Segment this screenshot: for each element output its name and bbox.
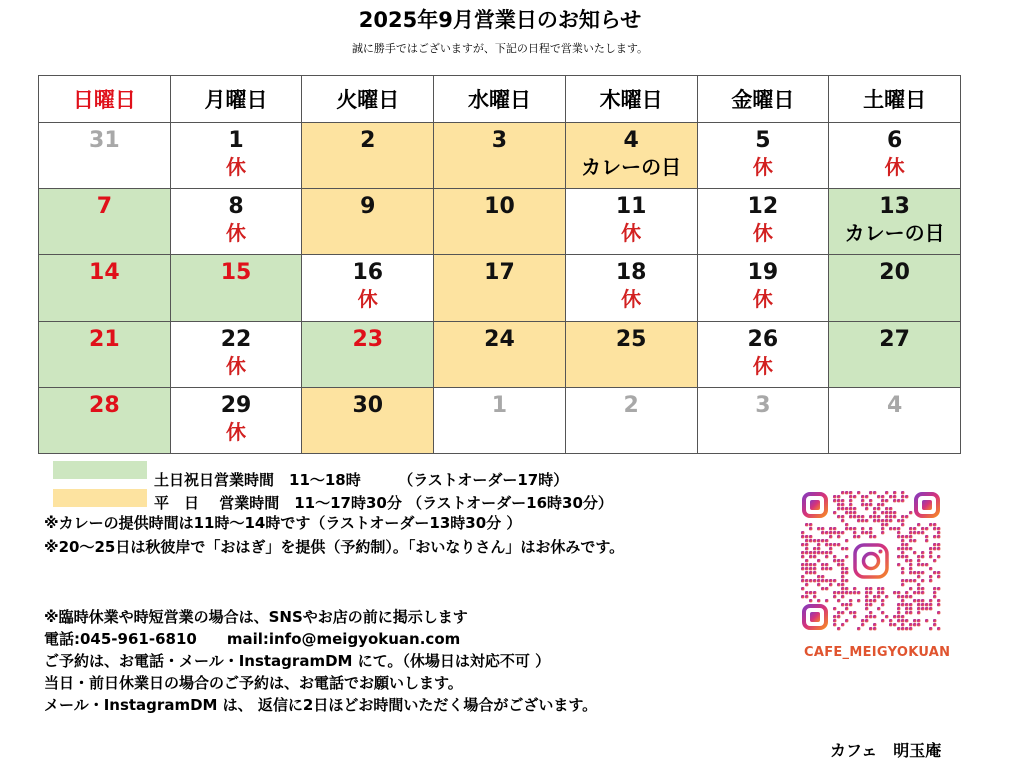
day-number: 6 — [886, 128, 903, 153]
calendar-day-cell — [302, 189, 434, 255]
day-number: 7 — [96, 194, 112, 220]
calendar-day-cell — [302, 123, 434, 189]
calendar-day-cell — [434, 255, 566, 321]
day-number: 20 — [879, 260, 910, 286]
calendar-day-cell — [829, 189, 961, 255]
day-number: 30 — [352, 392, 384, 418]
temporary-closure-note: ※臨時休業や時短営業の場合は、SNSやお店の前に掲示します — [44, 608, 468, 626]
calendar-day-cell — [170, 189, 302, 255]
curry-day-label: カレーの日 — [581, 155, 682, 179]
page-subtitle: 誠に勝手ではございますが、下記の日程で営業いたします。 — [351, 42, 649, 55]
info-block — [44, 606, 597, 716]
shop-name: カフェ 明玉庵 — [830, 741, 942, 760]
day-number: 11 — [615, 194, 647, 220]
calendar-week-row — [39, 387, 961, 453]
day-number: 18 — [615, 260, 647, 286]
calendar-day-cell — [829, 321, 961, 387]
day-number: 27 — [879, 326, 910, 352]
day-number: 2 — [623, 392, 639, 418]
day-number: 23 — [352, 326, 384, 352]
calendar-day-cell — [565, 123, 697, 189]
calendar-day-cell — [170, 321, 302, 387]
weekday-header: 木曜日 — [565, 76, 697, 123]
weekday-header: 金曜日 — [697, 76, 829, 123]
calendar-day-cell — [39, 123, 171, 189]
instagram-handle: CAFE_MEIGYOKUAN — [804, 645, 951, 660]
calendar-day-cell — [829, 255, 961, 321]
calendar-week-row — [39, 321, 961, 387]
calendar-week-row — [39, 189, 961, 255]
instagram-qr-code[interactable] — [800, 490, 942, 632]
day-number: 4 — [623, 128, 639, 153]
reservation-note: ご予約は、お電話・メール・InstagramDM にて。（休場日は対応不可 ） — [44, 652, 551, 670]
day-number: 16 — [352, 260, 384, 286]
weekday-header: 月曜日 — [170, 76, 302, 123]
calendar-day-cell — [697, 189, 829, 255]
calendar-day-cell — [697, 321, 829, 387]
weekday-header: 土曜日 — [829, 76, 961, 123]
calendar-day-cell — [170, 255, 302, 321]
day-number: 21 — [89, 326, 120, 352]
day-number: 13 — [879, 194, 910, 220]
day-number: 3 — [755, 392, 771, 418]
weekday-header: 水曜日 — [434, 76, 566, 123]
instagram-icon — [852, 542, 890, 580]
calendar-day-cell — [39, 189, 171, 255]
calendar-day-cell — [434, 189, 566, 255]
sameday-reservation-note: 当日・前日休業日の場合のご予約は、お電話でお願いします。 — [44, 674, 463, 692]
calendar-day-cell — [565, 255, 697, 321]
legend-swatch-weekend — [53, 461, 147, 479]
calendar-day-cell — [434, 321, 566, 387]
day-number: 1 — [228, 128, 244, 153]
calendar-day-cell — [170, 387, 302, 453]
closed-mark: 休 — [357, 287, 378, 312]
closed-mark: 休 — [621, 287, 642, 312]
calendar-week-row — [39, 255, 961, 321]
calendar-day-cell — [302, 387, 434, 453]
calendar-day-cell — [39, 321, 171, 387]
calendar-day-cell — [829, 387, 961, 453]
closed-mark: 休 — [884, 155, 905, 179]
calendar-day-cell — [565, 321, 697, 387]
page-title: 2025年9月営業日のお知らせ — [358, 8, 642, 32]
closed-mark: 休 — [226, 353, 247, 378]
closed-mark: 休 — [752, 353, 773, 378]
closed-mark: 休 — [752, 287, 773, 312]
calendar-day-cell — [697, 387, 829, 453]
day-number: 2 — [360, 128, 376, 153]
calendar-week-row — [39, 123, 961, 189]
calendar-day-cell — [565, 387, 697, 453]
curry-day-label: カレーの日 — [844, 221, 945, 246]
day-number: 31 — [89, 128, 120, 153]
day-number: 1 — [491, 392, 508, 418]
weekday-header-row — [39, 76, 961, 123]
day-number: 9 — [360, 194, 376, 220]
closed-mark: 休 — [621, 221, 642, 246]
contact-line: 電話:045-961-6810 mail:info@meigyokuan.com — [44, 630, 461, 648]
closed-mark: 休 — [226, 155, 247, 179]
calendar-day-cell — [39, 255, 171, 321]
day-number: 4 — [886, 392, 903, 418]
calendar-day-cell — [565, 189, 697, 255]
reply-note: メール・InstagramDM は、 返信に2日ほどお時間いただく場合がございます。 — [44, 696, 598, 714]
day-number: 22 — [220, 326, 252, 352]
legend-weekend-hours: 土日祝日営業時間 11～18時 （ラストオーダー17時） — [154, 471, 569, 489]
calendar-day-cell — [302, 255, 434, 321]
calendar-day-cell — [39, 387, 171, 453]
day-number: 26 — [747, 326, 779, 352]
qr-code-image — [800, 490, 942, 632]
calendar-day-cell — [697, 255, 829, 321]
day-number: 19 — [747, 260, 779, 286]
weekday-header: 火曜日 — [302, 76, 434, 123]
calendar-day-cell — [697, 123, 829, 189]
day-number: 28 — [89, 392, 120, 418]
ohagi-note: ※20～25日は秋彼岸で「おはぎ」を提供（予約制）。「おいなりさん」はお休みです。 — [44, 538, 625, 556]
calendar-day-cell — [170, 123, 302, 189]
day-number: 24 — [484, 326, 515, 352]
calendar-day-cell — [829, 123, 961, 189]
calendar-day-cell — [434, 123, 566, 189]
day-number: 25 — [615, 326, 647, 352]
business-calendar — [38, 75, 961, 454]
legend-weekday-hours: 平 日 営業時間 11～17時30分 （ラストオーダー16時30分） — [154, 494, 613, 512]
closed-mark: 休 — [226, 419, 247, 444]
day-number: 8 — [228, 194, 244, 220]
closed-mark: 休 — [752, 221, 773, 246]
legend-swatch-weekday — [53, 489, 147, 507]
day-number: 12 — [747, 194, 779, 220]
curry-note: ※カレーの提供時間は11時～14時です（ラストオーダー13時30分 ） — [44, 514, 522, 532]
day-number: 14 — [89, 260, 120, 286]
day-number: 3 — [491, 128, 508, 153]
day-number: 29 — [220, 392, 252, 418]
calendar-day-cell — [434, 387, 566, 453]
calendar-day-cell — [302, 321, 434, 387]
day-number: 10 — [484, 194, 515, 220]
weekday-header: 日曜日 — [39, 76, 171, 123]
closed-mark: 休 — [226, 221, 247, 246]
day-number: 17 — [484, 260, 515, 286]
day-number: 15 — [220, 260, 252, 286]
closed-mark: 休 — [752, 155, 773, 179]
day-number: 5 — [755, 128, 771, 153]
